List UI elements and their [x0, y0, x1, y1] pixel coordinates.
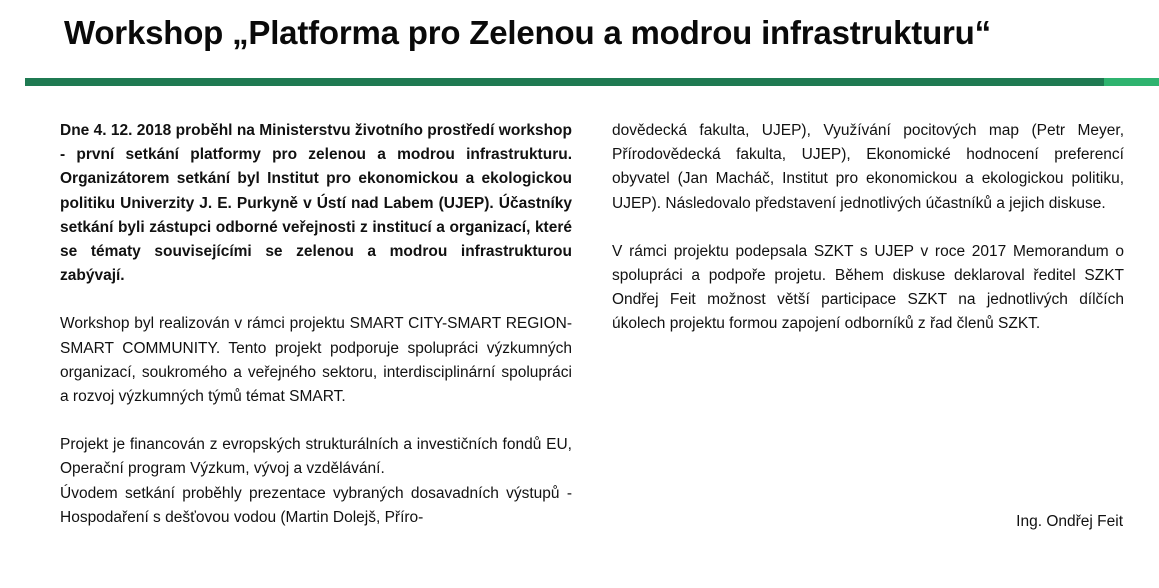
funding-paragraph: Projekt je financován z evropských strukturálních a investičních fondů EU, Operační program Výzkum, vývoj a vzdělávání. [60, 436, 572, 478]
presentations-paragraph-start: Úvodem setkání proběhly prezentace vybraných dosavadních výstupů - Hospodaření s dešťovou vodou (Martin Dolejš, Příro- [60, 484, 572, 526]
title-divider [25, 78, 1159, 86]
lead-paragraph: Dne 4. 12. 2018 proběhl na Ministerstvu životního prostředí workshop - první setkání platformy pro zelenou a modrou infrastrukturu. Organizátorem setkání byl Institut pro ekonomickou a ekologickou politiku Univerzity J. E. Purkyně v Ústí nad Labem (UJEP). Účastníky setkání byli zástupci odborné veřejnosti z institucí a organizací, které se tématy souvisejícími se zelenou a modrou infrastrukturou zabývají. [60, 122, 572, 285]
page-title: Workshop „Platforma pro Zelenou a modrou infrastrukturu“ [64, 14, 991, 51]
project-paragraph: Workshop byl realizován v rámci projektu SMART CITY-SMART REGION-SMART COMMUNITY. Tento projekt podporuje spolupráci výzkumných organizací, soukromého a veřejného sektoru, interdisciplinární spolupráci a rozvoj výzkumných týmů témat SMART. [60, 315, 572, 406]
signature: Ing. Ondřej Feit [1016, 513, 1123, 530]
presentations-paragraph-end: dovědecká fakulta, UJEP), Využívání pocitových map (Petr Meyer, Přírodovědecká fakulta, UJEP), Ekonomické hodnocení preferencí obyvatel (Jan Macháč, Institut pro ekonomickou a ekologickou politiku, UJEP). Následovalo představení jednotlivých účastníků a jejich diskuse. [612, 122, 1124, 212]
title-divider-accent [1104, 78, 1159, 86]
left-column [60, 119, 572, 530]
right-column [612, 119, 1124, 337]
memorandum-paragraph: V rámci projektu podepsala SZKT s UJEP v roce 2017 Memorandum o spolupráci a podpoře projetu. Během diskuse deklaroval ředitel SZKT Ondřej Feit možnost větší participace SZKT na jednotlivých dílčích úkolech projektu formou zapojení odborníků z řad členů SZKT. [612, 242, 1124, 333]
